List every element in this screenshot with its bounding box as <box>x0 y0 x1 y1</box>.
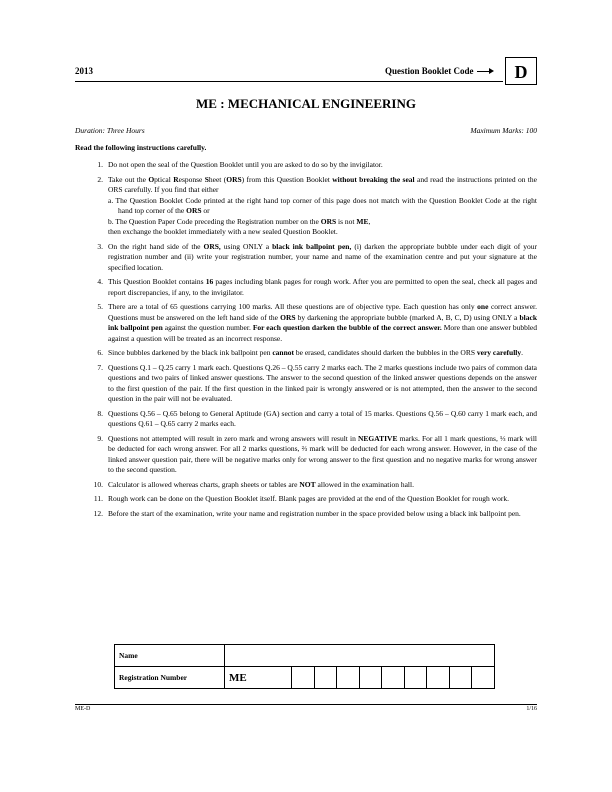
instruction-1-text: Do not open the seal of the Question Booklet until you are asked to do so by the invigilator. <box>108 160 383 169</box>
i6-p2: be erased, candidates should darken the bubbles in the ORS <box>294 348 477 357</box>
i2-a-post: or <box>201 206 210 215</box>
i6-b1: cannot <box>272 348 295 357</box>
footer-paper-code: ME-D <box>75 706 91 712</box>
i2-b-mid: is not <box>336 216 357 226</box>
instruction-8-text: Questions Q.56 – Q.65 belong to General Aptitude (GA) section and carry a total of 15 marks. Questions Q.56 – Q.60 carry 1 mark each, and questions Q.61 – Q.65 carry 2 marks each. <box>108 408 537 428</box>
i2-p4: heet ( <box>208 174 227 184</box>
i9-b1: NEGATIVE <box>358 433 398 443</box>
i10-p1: Calculator is allowed whereas charts, graph sheets or tables are <box>108 479 300 489</box>
duration: Duration: Three Hours <box>75 126 145 135</box>
i2-a-b: ORS <box>186 206 202 215</box>
footer-page-number: 1/16 <box>526 706 537 712</box>
registration-digit-cell[interactable] <box>314 667 337 689</box>
i6-p1: Since bubbles darkened by the black ink ballpoint pen <box>108 348 273 357</box>
i4-p1: This Question Booklet contains <box>108 277 206 286</box>
i3-b1: ORS, <box>203 241 221 251</box>
i3-b2: black ink ballpoint pen, <box>272 241 352 251</box>
registration-prefix: ME <box>225 667 292 689</box>
i5-p4: against the question number. <box>162 323 253 332</box>
i4-p2: pages including blank pages for rough work. After you are permitted to open the seal, check all pages and report discrepancies, if any, to the invigilator. <box>108 277 537 297</box>
i2-b3: S <box>204 174 209 184</box>
booklet-code-label-text: Question Booklet Code <box>385 66 474 76</box>
i3-p2: using ONLY a <box>220 241 273 251</box>
i5-p1: There are a total of 65 questions carrying 100 marks. All these questions are of objective type. Each question has only <box>108 302 478 311</box>
registration-row <box>115 667 495 689</box>
i2-b4: ORS <box>226 174 242 184</box>
maximum-marks: Maximum Marks: 100 <box>470 126 537 135</box>
instruction-11: 11. Rough work can be done on the Question Booklet itself. Blank pages are provided at the end of the Question Booklet for rough work. <box>93 494 509 503</box>
i5-b3: black ink ballpoint pen <box>108 312 537 332</box>
i2-b-pre: b. The Question Paper Code preceding the Registration number on the <box>108 216 321 226</box>
i2-b5: without breaking the seal <box>332 174 415 184</box>
i3-p1: On the right hand side of the <box>108 241 204 251</box>
i6-b2: very carefully <box>476 348 522 357</box>
instructions-list <box>75 160 537 519</box>
i5-p3: by darkening the appropriate bubble (marked A, B, C, D) using ONLY a <box>295 312 520 322</box>
registration-digit-cell[interactable] <box>404 667 427 689</box>
registration-digit-cell[interactable] <box>337 667 360 689</box>
registration-digit-cell[interactable] <box>472 667 495 689</box>
i2-p6: and read the instructions printed on the ORS carefully. If you find that either <box>108 174 537 194</box>
instructions-heading: Read the following instructions carefully. <box>75 143 207 152</box>
instruction-7: 7. Questions Q.1 – Q.25 carry 1 mark each. Questions Q.26 – Q.55 carry 2 marks each. The 2 marks questions include two pairs of common data questions and two pairs of linked answer questions. The answer to the second question of the linked answer questions depends on the answer to the first question of the pair. If the first question in the linked pair is wrongly answered or is not attempted, then the answer to the second question in the pair will not be evaluated. <box>97 362 537 403</box>
i9-p2: marks. For all 1 mark questions, ⅓ mark will be deducted for each wrong answer. For all 2 marks questions, ⅔ mark will be deducted for each wrong answer. However, in the case of the linked answer question pair, there will be negative marks only for wrong answer to the first question and no negative marks for wrong answer to the second question. <box>108 433 537 474</box>
instruction-2: 2. Take out the Optical Response Sheet (ORS) from this Question Booklet without breaking the seal and read the instructions printed on the ORS carefully. If you find that either a. The Question Booklet Code printed at the right hand top corner of this page does not match with the Question Booklet Code at the right hand top corner of the ORS or b. The Question Paper Code preceding the Registration number on the ORS is not ME, then exchange the booklet immediately with a new sealed Question Booklet. <box>97 174 537 236</box>
registration-digit-cell[interactable] <box>427 667 450 689</box>
instruction-11-text: Rough work can be done on the Question Booklet itself. Blank pages are provided at the end of the Question Booklet for rough work. <box>108 494 509 503</box>
i9-p1: Questions not attempted will result in zero mark and wrong answers will result in <box>108 433 359 443</box>
instruction-8: 8. Questions Q.56 – Q.65 belong to General Aptitude (GA) section and carry a total of 15 marks. Questions Q.56 – Q.60 carry 1 mark each, and questions Q.61 – Q.65 carry 2 marks each. <box>97 408 537 428</box>
instruction-7-text: Questions Q.1 – Q.25 carry 1 mark each. Questions Q.26 – Q.55 carry 2 marks each. The 2 marks questions include two pairs of common data questions and two pairs of linked answer questions. The answer to the second question of the linked answer questions depends on the answer to the first question of the pair. If the first question in the linked pair is wrongly answered or is not attempted, then the answer to the second question in the pair will not be evaluated. <box>108 362 537 403</box>
instruction-6: 6. Since bubbles darkened by the black ink ballpoint pen cannot be erased, candidates should darken the bubbles in the ORS very carefully. <box>97 348 523 357</box>
i2-a-pre: a. The Question Booklet Code printed at the right hand top corner of this page does not match with the Question Booklet Code at the right hand top corner of the <box>108 195 537 215</box>
instruction-1: 1. Do not open the seal of the Question Booklet until you are asked to do so by the invigilator. <box>97 160 383 169</box>
registration-digit-cell[interactable] <box>292 667 315 689</box>
i2-b-post: , <box>368 216 371 226</box>
i10-p2: allowed in the examination hall. <box>315 479 414 489</box>
instruction-4: 4. This Question Booklet contains 16 pages including blank pages for rough work. After you are permitted to open the seal, check all pages and report discrepancies, if any, to the invigilator. <box>97 277 537 297</box>
i2-p1: Take out the <box>108 174 149 184</box>
booklet-code-box: D <box>505 57 537 85</box>
candidate-details-form <box>114 644 495 689</box>
registration-digit-cell[interactable] <box>359 667 382 689</box>
header-divider <box>75 81 503 82</box>
instruction-3: 3. On the right hand side of the ORS, using ONLY a black ink ballpoint pen, (i) darken the appropriate bubble under each digit of your registration number and (ii) write your registration number, your name and name of the examination centre and put your signature at the specified location. <box>97 241 537 272</box>
i2-tail: then exchange the booklet immediately with a new sealed Question Booklet. <box>108 227 338 236</box>
arrow-right-icon <box>477 71 491 72</box>
i2-p2: ptical <box>154 174 174 184</box>
instruction-9: 9. Questions not attempted will result in zero mark and wrong answers will result in NEGATIVE marks. For all 1 mark questions, ⅓ mark will be deducted for each wrong answer. For all 2 marks questions, ⅔ mark will be deducted for each wrong answer. However, in the case of the linked answer question pair, there will be negative marks only for wrong answer to the first question and no negative marks for wrong answer to the second question. <box>97 433 537 474</box>
i10-b1: NOT <box>299 479 316 489</box>
booklet-code-label <box>385 66 491 76</box>
i3-p3: (i) darken the appropriate bubble under each digit of your registration number and (ii) write your registration number, your name and name of the examination centre and put your signature at the specified location. <box>108 241 537 272</box>
i5-p5: More than one answer bubbled against a question will be treated as an incorrect response. <box>108 323 538 343</box>
registration-digit-cell[interactable] <box>382 667 405 689</box>
i2-b-b1: ORS <box>320 216 337 226</box>
i5-b1: one <box>477 302 489 311</box>
exam-year: 2013 <box>75 66 93 76</box>
instruction-12: 12. Before the start of the examination, write your name and registration number in the space provided below using a black ink ballpoint pen. <box>93 508 521 518</box>
name-row <box>115 645 495 667</box>
instruction-2b <box>108 217 537 228</box>
instruction-5: 5. There are a total of 65 questions carrying 100 marks. All these questions are of objective type. Each question has only one correct answer. Questions must be answered on the left hand side of the ORS by darkening the appropriate bubble (marked A, B, C, D) using ONLY a black ink ballpoint pen against the question number. For each question darken the bubble of the correct answer. More than one answer bubbled against a question will be treated as an incorrect response. <box>97 302 538 343</box>
i5-b2: ORS <box>280 312 296 322</box>
i5-b4: For each question darken the bubble of the correct answer. <box>252 323 442 332</box>
name-field[interactable] <box>225 645 495 667</box>
instruction-10: 10. Calculator is allowed whereas charts, graph sheets or tables are NOT allowed in the examination hall. <box>93 479 414 489</box>
i2-b1: O <box>148 174 155 184</box>
name-label: Name <box>115 645 225 667</box>
registration-label: Registration Number <box>115 667 225 689</box>
i2-b2: R <box>173 174 179 184</box>
i4-b1: 16 <box>205 277 214 286</box>
i2-p5: ) from this Question Booklet <box>241 174 333 184</box>
paper-title: ME : MECHANICAL ENGINEERING <box>196 96 416 111</box>
instruction-12-text: Before the start of the examination, write your name and registration number in the space provided below using a black ink ballpoint pen. <box>108 508 521 518</box>
i5-p2: correct answer. Questions must be answered on the left hand side of the <box>108 302 537 322</box>
i2-p3: esponse <box>178 174 205 184</box>
registration-digit-cell[interactable] <box>449 667 472 689</box>
i6-p3: . <box>521 348 523 357</box>
instruction-2a <box>108 196 537 217</box>
footer-divider <box>75 704 537 705</box>
i2-b-b2: ME <box>356 216 369 226</box>
